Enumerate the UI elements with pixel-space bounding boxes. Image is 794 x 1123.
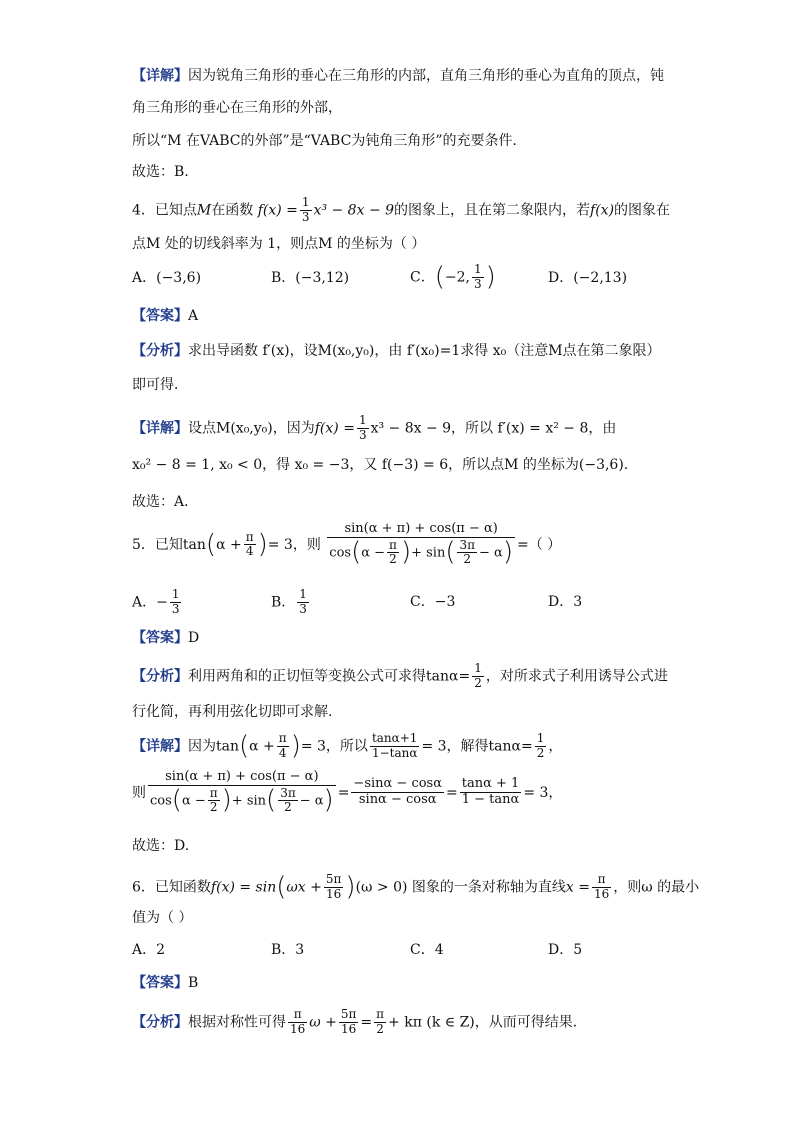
- frac-den: 2: [463, 552, 472, 567]
- q6-analysis-frac-1: [288, 1008, 307, 1037]
- paren-right: ): [502, 536, 513, 567]
- den-c: + sin: [231, 793, 267, 809]
- den-a: cos: [329, 545, 352, 561]
- frac-num: 5π: [325, 872, 342, 887]
- q5-detail-d: = 3，解得tanα=: [421, 738, 533, 755]
- paren-right: ): [323, 784, 334, 815]
- q5-main-num: sin(α + π) + cos(π − α): [327, 522, 515, 538]
- frac-den: 1−tanα: [371, 746, 418, 761]
- q5-option-b-frac: [297, 588, 309, 617]
- q4-option-c-val: −2,: [444, 269, 470, 286]
- answer-tag: 【答案】: [132, 630, 188, 646]
- den-frac-1: [208, 787, 220, 816]
- frac-den: 2: [209, 800, 218, 815]
- q4-fx: f(x) =: [257, 202, 298, 219]
- q5-detail-line-2: 则 sin(α + π) + cos(π − α) cos(α − $\frac{\pi}{2}$ )+ sin( $\frac{3\pi}{2}$ − α) = $\frac{-\sin\alpha - \cos\alpha}{\sin\alpha - \cos\alpha}$ = $\frac{\tan\alpha + 1}{1 - \tan\alpha}$ = 3，: [132, 769, 563, 815]
- q5-detail2-frac-sin: [351, 777, 444, 808]
- frac-den: 2: [474, 675, 482, 690]
- q6-tail: ，则ω 的最小: [613, 879, 700, 896]
- q5-stem: [132, 522, 674, 568]
- frac-den: 1 − tanα: [461, 792, 520, 808]
- analysis-tag: 【分析】: [132, 343, 188, 359]
- q5-answer-value: D: [188, 630, 200, 646]
- frac-den: 2: [284, 800, 292, 815]
- den-c: + sin: [411, 545, 446, 561]
- frac-den: 16: [326, 887, 342, 902]
- q6-analysis-d: + kπ (k ∈ Z)，从而可得结果.: [388, 1014, 578, 1031]
- q6-frac-5pi: [324, 873, 344, 902]
- q5-option-d: D．3: [548, 594, 583, 610]
- frac-num: tanα+1: [371, 731, 418, 746]
- q6-stem-line-1: [132, 872, 700, 903]
- q5-detail-e: ，: [548, 738, 563, 755]
- q6-option-d: D．5: [548, 942, 583, 958]
- q6-analysis-c: =: [360, 1014, 373, 1031]
- q4-fx2: f(x): [590, 202, 615, 219]
- q4-stem-d: 的图象上，且在第二象限内，若: [394, 202, 591, 219]
- paren-right: ): [345, 872, 356, 902]
- q5-detail2-main-frac: [148, 770, 336, 816]
- q5-main-den: [327, 538, 515, 568]
- q5-detail-frac-pi4: [277, 732, 289, 761]
- frac-num: π: [389, 537, 397, 552]
- q4-stem-c: 在函数: [211, 202, 254, 219]
- q5-detail-frac-half: [535, 732, 547, 761]
- q6-option-a: A．2: [132, 942, 166, 958]
- q4-stem-a: 4．已知点: [132, 202, 197, 219]
- q4-option-a: A．(−3,6): [132, 270, 202, 286]
- q6-cond: (ω > 0) 图象的一条对称轴为直线: [355, 879, 566, 896]
- paren-left: (: [434, 262, 445, 292]
- q5-detail2-num: sin(α + π) + cos(π − α): [148, 770, 336, 786]
- frac-den: 16: [593, 887, 610, 902]
- q5-detail-frac-tan: [370, 732, 420, 761]
- q5-analysis-b: ，对所求式子利用诱导公式进: [485, 668, 668, 685]
- q5-option-b-label: B．: [271, 594, 296, 611]
- frac-num: 1: [473, 262, 482, 277]
- frac-num: 5π: [340, 1007, 357, 1021]
- q4-analysis-text-1: 求出导函数 f′(x)，设M(x₀,y₀)，由 f′(x₀)=1求得 x₀（注意M点在第二象限）: [188, 343, 661, 359]
- q6-option-b: B．3: [271, 942, 305, 958]
- paren-left: (: [445, 536, 456, 567]
- q5-option-c: C．−3: [410, 594, 456, 610]
- q5-select: 故选：D.: [132, 838, 190, 854]
- frac-den: 16: [341, 1021, 357, 1036]
- answer-tag: 【答案】: [132, 308, 188, 324]
- frac-num: π: [592, 873, 611, 888]
- den-frac-1: [387, 539, 399, 568]
- q5-option-a: [132, 588, 183, 617]
- q4-analysis-line-2: 即可得．: [132, 377, 188, 393]
- frac-num: π: [278, 731, 287, 746]
- frac-num: 1: [474, 661, 482, 675]
- detail-line-1: [132, 68, 674, 85]
- q4-detail-fx: f(x) =: [314, 420, 355, 437]
- q6-analysis-frac-2: [339, 1008, 359, 1037]
- frac-num: 1: [299, 587, 307, 601]
- q4-frac-1-3: [300, 196, 312, 225]
- detail-line-2: 角三角形的垂心在三角形的外部，: [132, 100, 342, 116]
- q5-detail2-frac-tan: [460, 777, 522, 808]
- q6-fx: f(x) = sin: [210, 879, 277, 896]
- q5-frac-pi-4: [244, 531, 256, 560]
- q4-expr: x³ − 8x − 9: [313, 202, 395, 219]
- q6-analysis-frac-3: [374, 1008, 386, 1037]
- frac-den: 3: [473, 277, 482, 292]
- q5-option-b: [271, 588, 311, 617]
- frac-den: 3: [358, 427, 367, 442]
- paren-right: ): [221, 784, 232, 815]
- q4-answer-value: A: [188, 308, 199, 324]
- q6-analysis-a: 根据对称性可得: [188, 1014, 286, 1031]
- q4-option-c-label: C．: [410, 269, 435, 286]
- q4-option-c: [410, 262, 496, 293]
- q6-analysis-b: ω +: [309, 1014, 337, 1031]
- q6-stem-line-2: 值为（ ）: [132, 910, 193, 926]
- den-b: α −: [361, 545, 386, 561]
- q6-pre: 6．已知函数: [132, 879, 211, 896]
- q5-option-a-frac: [170, 588, 182, 617]
- paren-right: ): [257, 529, 268, 560]
- q4-detail-line-2: x₀² − 8 = 1, x₀ < 0，得 x₀ = −3，又 f(−3) = 6，所以点M 的坐标为(−3,6).: [132, 457, 629, 473]
- frac-den: 2: [389, 552, 397, 567]
- frac-num: 1: [358, 413, 367, 427]
- answer-tag: 【答案】: [132, 975, 188, 991]
- q6-option-c: C．4: [410, 942, 444, 958]
- q5-main-frac: [327, 522, 515, 568]
- paren-left: (: [205, 529, 217, 560]
- frac-num: π: [245, 529, 254, 544]
- q5-detail2-tail: = 3，: [523, 784, 563, 801]
- q6-inner: ωx +: [286, 879, 322, 896]
- q5-inner: α +: [216, 536, 242, 553]
- q5-detail-c: = 3，所以: [300, 738, 368, 755]
- paren-left: (: [351, 536, 362, 567]
- detail-tag: 【详解】: [132, 420, 188, 437]
- frac-den: 3: [301, 209, 310, 224]
- frac-num: π: [288, 1008, 307, 1023]
- q5-detail2-pre: 则: [132, 784, 146, 801]
- frac-den: 4: [245, 544, 254, 559]
- q4-answer: [132, 308, 674, 325]
- q5-pre: 5．已知tan: [132, 536, 206, 553]
- frac-den: 3: [171, 601, 180, 616]
- q5-eq: = 3，则: [267, 536, 321, 553]
- frac-num: 1: [171, 587, 180, 601]
- paren-right: ): [485, 262, 496, 292]
- den-a: cos: [150, 793, 172, 809]
- q6-analysis: [132, 1008, 674, 1037]
- q4-stem-e: 的图象在: [614, 202, 671, 219]
- q4-detail-line-1: [132, 414, 674, 443]
- detail-tag: 【详解】: [132, 738, 188, 755]
- q5-detail-b: α +: [249, 738, 275, 755]
- detail-tag: 【详解】: [132, 68, 188, 84]
- frac-den: 16: [290, 1021, 306, 1036]
- q4-analysis-line-1: [132, 343, 674, 360]
- q6-answer-value: B: [188, 975, 199, 991]
- paren-left: (: [276, 872, 287, 902]
- frac-den: sinα − cosα: [358, 792, 437, 808]
- q6-answer: [132, 975, 674, 992]
- q4-point-m: M: [196, 202, 212, 219]
- paren-right: ): [400, 536, 412, 567]
- frac-num: 3π: [280, 785, 296, 800]
- frac-num: 3π: [459, 537, 476, 552]
- q4-stem-line-1: [132, 196, 674, 225]
- q4-option-b: B．(−3,12): [271, 270, 350, 286]
- paren-right: ): [290, 731, 301, 761]
- frac-num: 1: [301, 195, 310, 209]
- q5-detail-line-1: [132, 731, 674, 762]
- analysis-tag: 【分析】: [132, 668, 188, 685]
- frac-num: π: [209, 785, 218, 800]
- den-d: − α: [479, 545, 503, 561]
- frac-den: 4: [278, 746, 287, 761]
- den-d: − α: [299, 793, 324, 809]
- paren-left: (: [171, 784, 182, 815]
- q6-xeq: x =: [565, 879, 590, 896]
- q5-analysis-frac: [472, 662, 484, 691]
- select-line-1: 故选：B.: [132, 164, 189, 180]
- q4-option-d: D．(−2,13): [548, 270, 628, 286]
- q5-detail-a: 因为tan: [188, 738, 239, 755]
- frac-num: tanα + 1: [461, 776, 520, 792]
- frac-num: 1: [536, 731, 545, 746]
- detail-text-1: 因为锐角三角形的垂心在三角形的内部，直角三角形的垂心为直角的顶点，钝: [188, 68, 664, 84]
- q5-option-a-label: A．−: [132, 594, 168, 611]
- q5-analysis-a: 利用两角和的正切恒等变换公式可求得tanα=: [188, 668, 471, 685]
- frac-num: π: [376, 1007, 385, 1021]
- q6-frac-x: [592, 873, 611, 902]
- q4-select: 故选：A．: [132, 494, 199, 510]
- frac-den: 2: [376, 1021, 384, 1036]
- frac-den: 3: [299, 601, 307, 616]
- q5-detail2-den: [148, 786, 336, 816]
- den-frac-2: [278, 787, 298, 816]
- q5-analysis-line-2: 行化简，再利用弦化切即可求解.: [132, 704, 333, 720]
- paren-left: (: [239, 731, 250, 761]
- q5-analysis-line-1: [132, 662, 674, 691]
- detail-line-3: 所以“M 在VABC的外部”是“VABC为钝角三角形”的充要条件．: [132, 133, 527, 149]
- q4-stem-line-2: 点M 处的切线斜率为 1，则点M 的坐标为（ ）: [132, 236, 426, 252]
- analysis-tag: 【分析】: [132, 1014, 188, 1031]
- q5-tail: =（ ）: [516, 536, 562, 553]
- q4-detail-frac: [357, 414, 369, 443]
- den-frac-2: [457, 539, 477, 568]
- frac-den: 2: [536, 746, 545, 761]
- q4-option-c-frac: [472, 263, 484, 292]
- paren-left: (: [266, 784, 277, 815]
- frac-num: −sinα − cosα: [353, 776, 443, 792]
- q4-detail-a: 设点M(x₀,y₀)，因为: [188, 420, 315, 437]
- q4-detail-c: x³ − 8x − 9，所以 f′(x) = x² − 8，由: [370, 420, 617, 437]
- den-b: α −: [181, 793, 206, 809]
- q5-answer: [132, 630, 674, 647]
